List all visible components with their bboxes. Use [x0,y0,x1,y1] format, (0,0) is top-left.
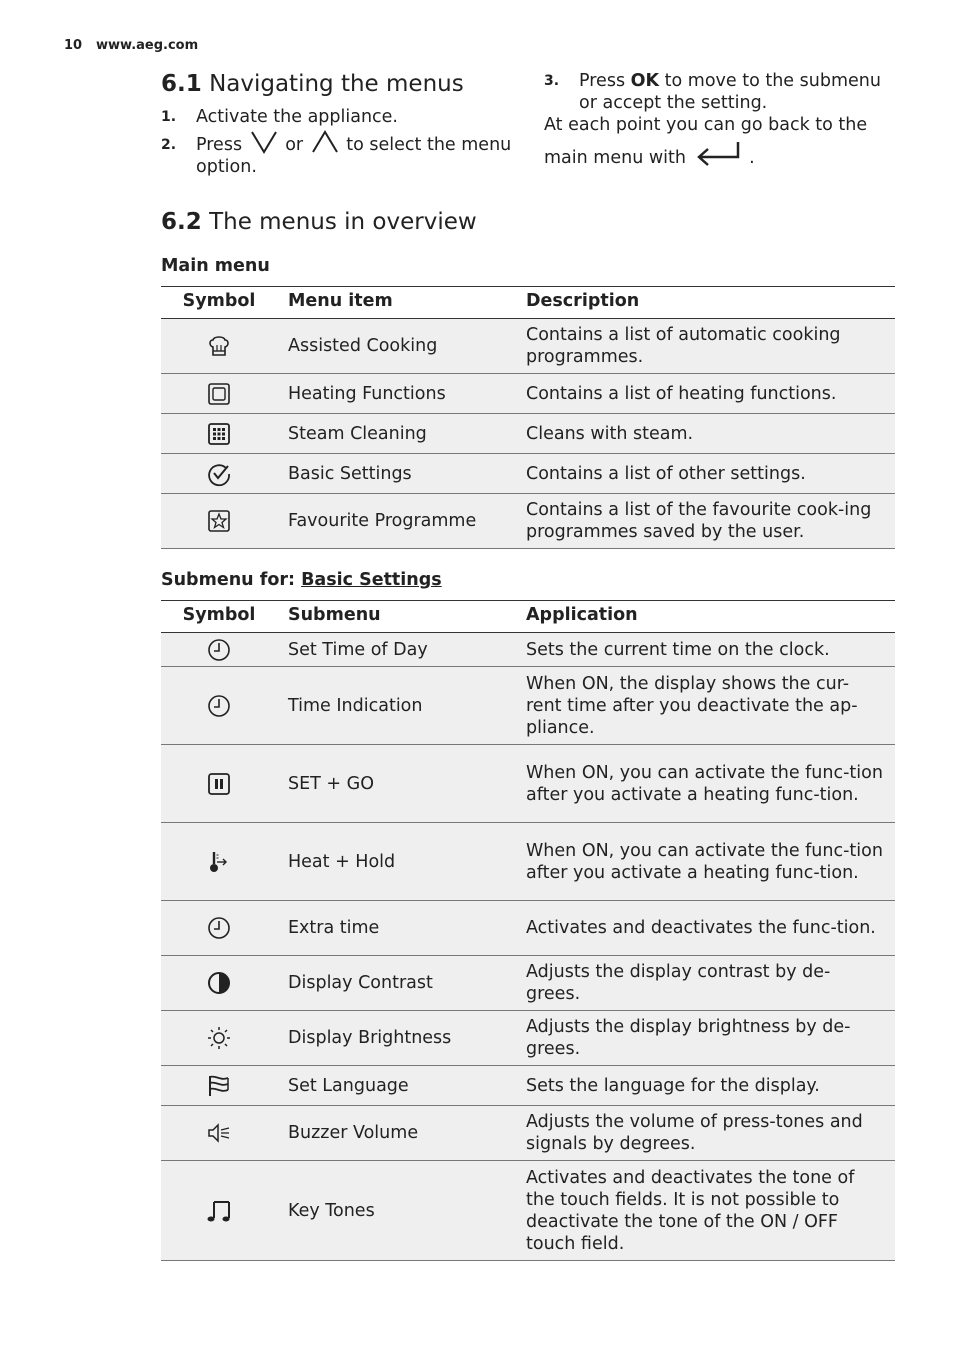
site-url[interactable]: www.aeg.com [96,38,199,53]
thermometer-icon [206,849,232,875]
step-2: 2. Press or to select the menu option. [161,134,521,178]
chevron-up-icon [311,130,339,154]
oven-icon [207,382,231,406]
table-row: Buzzer Volume Adjusts the volume of press-tones and signals by degrees. [161,1106,895,1161]
table-row: Set Language Sets the language for the display. [161,1066,895,1106]
steam-cleaning-icon [207,422,231,446]
basic-settings-link[interactable]: Basic Settings [301,570,442,590]
section-title: 6.1 Navigating the menus [161,71,464,97]
table-row: Basic Settings Contains a list of other settings. [161,454,895,494]
submenu-table [161,600,895,1261]
page-header [64,38,198,53]
table-row: Time Indication When ON, the display shows the cur-rent time after you deactivate the ap-pliance. [161,667,895,745]
pause-icon [207,772,231,796]
clock-icon [207,694,231,718]
music-note-icon [205,1198,233,1224]
table-row: Steam Cleaning Cleans with steam. [161,414,895,454]
speaker-icon [206,1121,232,1145]
table-row: Display Brightness Adjusts the display brightness by de-grees. [161,1011,895,1066]
step-3: 3. Press OK to move to the submenu or accept the setting. [544,71,881,113]
table-row: Display Contrast Adjusts the display contrast by de-grees. [161,956,895,1011]
table-header: Symbol Submenu Application [161,601,895,633]
table-row: Assisted Cooking Contains a list of automatic cooking programmes. [161,319,895,374]
checkmark-settings-icon [206,461,232,487]
clock-icon [207,916,231,940]
main-menu-table [161,286,895,549]
section-navigating-cont [544,70,904,170]
step-1: 1. Activate the appliance. [161,107,398,127]
back-arrow-icon [694,140,742,170]
table-row: Heat + Hold When ON, you can activate the func-tion after you activate a heating func-tion. [161,823,895,901]
table-row: SET + GO When ON, you can activate the func-tion after you activate a heating func-tion. [161,745,895,823]
section-navigating [161,68,521,178]
table-row: Extra time Activates and deactivates the func-tion. [161,901,895,956]
table-row: Favourite Programme Contains a list of the favourite cook-ing programmes saved by the user. [161,494,895,549]
main-menu-label: Main menu [161,256,270,276]
page-number: 10 [64,38,83,53]
back-note: At each point you can go back to the main menu with . [544,115,868,168]
chevron-down-icon [250,130,278,154]
section-title-overview: 6.2 The menus in overview [161,209,477,235]
contrast-icon [207,971,231,995]
chef-hat-icon [207,334,231,358]
clock-icon [207,638,231,662]
table-row: Set Time of Day Sets the current time on the clock. [161,633,895,667]
submenu-label: Submenu for: Basic Settings [161,570,442,590]
table-row: Key Tones Activates and deactivates the tone of the touch fields. It is not possible to deactivate the tone of the ON / OFF touch field. [161,1161,895,1261]
flag-icon [206,1074,232,1098]
table-row: Heating Functions Contains a list of heating functions. [161,374,895,414]
brightness-icon [206,1025,232,1051]
star-icon [207,509,231,533]
table-header: Symbol Menu item Description [161,287,895,319]
